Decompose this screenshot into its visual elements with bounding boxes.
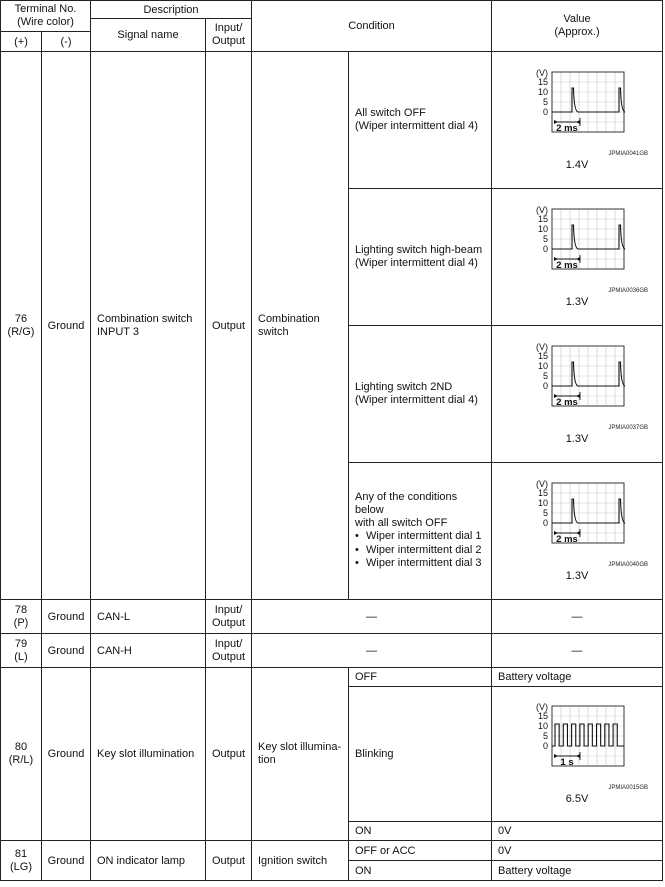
condition-main: Key slot illumina- tion (252, 668, 349, 841)
period-arrow (554, 754, 558, 758)
header-description: Description (91, 1, 252, 19)
value-cell (492, 326, 663, 463)
value-cell: 0V (492, 822, 663, 841)
figure-code: JPMIA0040GB (608, 562, 649, 568)
y-tick-label: 15 (538, 711, 549, 721)
value-cell (492, 463, 663, 600)
y-tick-label: 0 (543, 381, 549, 391)
value-cell (492, 687, 663, 822)
waveform-trace (552, 499, 625, 523)
ground-terminal: Ground (42, 52, 91, 600)
value-cell: Battery voltage (492, 861, 663, 881)
signal-name: ON indicator lamp (91, 841, 206, 881)
ground-terminal: Ground (42, 600, 91, 634)
y-tick-label: 0 (543, 107, 549, 117)
y-tick-label: 10 (538, 498, 549, 508)
period-arrow (576, 754, 580, 758)
header-terminal-no: Terminal No. (Wire color) (1, 1, 91, 32)
condition-detail: Lighting switch 2ND (Wiper intermittent dial 4) (349, 326, 492, 463)
header-value: Value (Approx.) (492, 1, 663, 52)
period-label: 1 s (560, 757, 574, 768)
waveform-svg (522, 700, 632, 784)
y-unit-label: (V) (536, 479, 549, 489)
waveform-chart (492, 66, 662, 150)
header-signal-name: Signal name (91, 19, 206, 52)
y-tick-label: 5 (543, 371, 549, 381)
figure-code: JPMIA0015GB (608, 785, 649, 791)
ground-terminal: Ground (42, 841, 91, 881)
y-tick-label: 5 (543, 234, 549, 244)
signal-name: CAN-L (91, 600, 206, 634)
value-reading: 6.5V (565, 793, 589, 805)
condition-main: — (252, 600, 492, 634)
terminal-number: 78 (P) (1, 600, 42, 634)
waveform-svg (522, 477, 632, 561)
input-output: Output (206, 668, 252, 841)
table-row (1, 841, 663, 861)
y-unit-label: (V) (536, 205, 549, 215)
header-input-output: Input/ Output (206, 19, 252, 52)
value-cell: — (492, 634, 663, 668)
value-cell: Battery voltage (492, 668, 663, 687)
header-condition: Condition (252, 1, 492, 52)
value-reading: 1.3V (565, 433, 589, 445)
list-item: • Wiper intermittent dial 3 (355, 557, 488, 571)
table-row (1, 600, 663, 634)
waveform-trace (552, 724, 624, 746)
y-tick-label: 10 (538, 87, 549, 97)
period-label: 2 ms (556, 260, 578, 271)
y-tick-label: 5 (543, 97, 549, 107)
period-label: 2 ms (556, 397, 578, 408)
waveform-trace (552, 88, 625, 112)
signal-name: Key slot illumination (91, 668, 206, 841)
header-minus: (-) (42, 32, 91, 52)
y-tick-label: 0 (543, 741, 549, 751)
y-tick-label: 15 (538, 351, 549, 361)
y-tick-label: 10 (538, 721, 549, 731)
waveform-trace (552, 225, 625, 249)
condition-detail: Lighting switch high-beam (Wiper intermittent dial 4) (349, 189, 492, 326)
value-cell (492, 52, 663, 189)
condition-detail (349, 463, 492, 600)
waveform-chart (492, 203, 662, 287)
input-output: Input/ Output (206, 600, 252, 634)
y-unit-label: (V) (536, 702, 549, 712)
terminal-number: 81 (LG) (1, 841, 42, 881)
table-row (1, 668, 663, 687)
waveform-svg (522, 66, 632, 150)
value-reading: 1.3V (565, 570, 589, 582)
period-label: 2 ms (556, 534, 578, 545)
condition-detail: OFF or ACC (349, 841, 492, 861)
header-plus: (+) (1, 32, 42, 52)
waveform-svg (522, 203, 632, 287)
terminal-number: 79 (L) (1, 634, 42, 668)
y-tick-label: 0 (543, 518, 549, 528)
y-tick-label: 15 (538, 214, 549, 224)
y-unit-label: (V) (536, 68, 549, 78)
y-tick-label: 0 (543, 244, 549, 254)
terminal-number: 76 (R/G) (1, 52, 42, 600)
period-label: 2 ms (556, 123, 578, 134)
input-output: Output (206, 52, 252, 600)
y-unit-label: (V) (536, 342, 549, 352)
condition-detail: OFF (349, 668, 492, 687)
value-cell: 0V (492, 841, 663, 861)
terminal-number: 80 (R/L) (1, 668, 42, 841)
y-tick-label: 5 (543, 508, 549, 518)
figure-code: JPMIA0037GB (608, 425, 649, 431)
figure-code: JPMIA0041GB (608, 151, 649, 157)
list-item: • Wiper intermittent dial 2 (355, 544, 488, 558)
waveform-svg (522, 340, 632, 424)
y-tick-label: 15 (538, 77, 549, 87)
value-reading: 1.4V (565, 159, 589, 171)
waveform-chart (492, 340, 662, 424)
y-tick-label: 10 (538, 361, 549, 371)
figure-code: JPMIA0036GB (608, 288, 649, 294)
condition-detail: Blinking (349, 687, 492, 822)
y-tick-label: 15 (538, 488, 549, 498)
ground-terminal: Ground (42, 668, 91, 841)
table-row (1, 52, 663, 189)
waveform-chart (492, 700, 662, 784)
y-tick-label: 10 (538, 224, 549, 234)
value-cell (492, 189, 663, 326)
waveform-chart (492, 477, 662, 561)
condition-detail: ON (349, 822, 492, 841)
condition-bullet-list (355, 530, 488, 571)
table-row (1, 634, 663, 668)
value-reading: 1.3V (565, 296, 589, 308)
condition-detail: ON (349, 861, 492, 881)
list-item: • Wiper intermittent dial 1 (355, 530, 488, 544)
condition-main: Ignition switch (252, 841, 349, 881)
input-output: Input/ Output (206, 634, 252, 668)
value-cell: — (492, 600, 663, 634)
condition-main: — (252, 634, 492, 668)
condition-line: with all switch OFF (355, 517, 448, 530)
signal-name: Combination switch INPUT 3 (91, 52, 206, 600)
ground-terminal: Ground (42, 634, 91, 668)
waveform-trace (552, 362, 625, 386)
signal-name: CAN-H (91, 634, 206, 668)
condition-detail: All switch OFF (Wiper intermittent dial 4) (349, 52, 492, 189)
input-output: Output (206, 841, 252, 881)
y-tick-label: 5 (543, 731, 549, 741)
condition-main: Combination switch (252, 52, 349, 600)
condition-line: Any of the conditions below (355, 491, 458, 517)
